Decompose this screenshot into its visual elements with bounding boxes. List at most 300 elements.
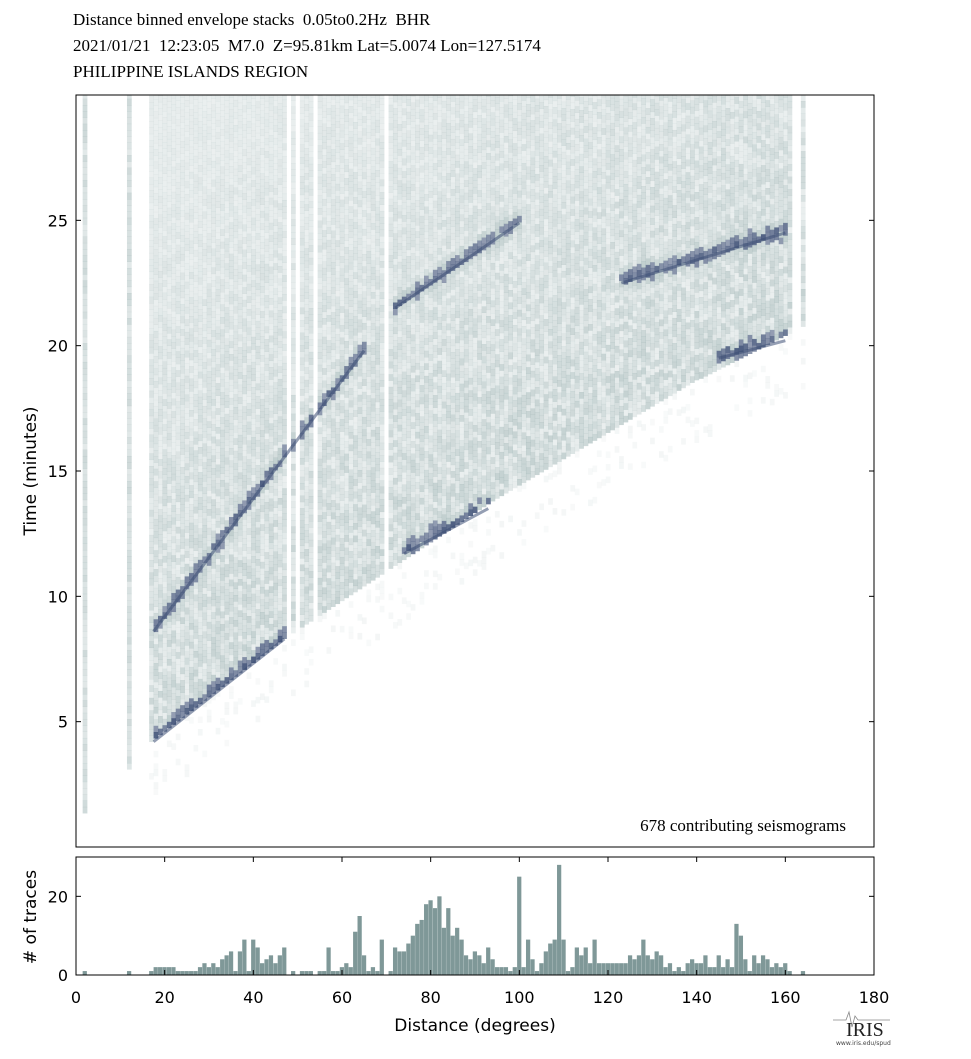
- heatmap-cell: [242, 482, 247, 489]
- heatmap-cell: [149, 96, 154, 103]
- heatmap-cell: [278, 279, 283, 286]
- heatmap-cell: [375, 277, 380, 284]
- heatmap-cell: [358, 251, 363, 258]
- heatmap-cell: [282, 225, 287, 232]
- heatmap-cell: [300, 207, 305, 214]
- heatmap-cell: [198, 591, 203, 598]
- heatmap-cell: [380, 349, 385, 356]
- heatmap-cell: [229, 103, 234, 110]
- heatmap-cell: [149, 316, 154, 323]
- heatmap-cell: [260, 104, 265, 111]
- heatmap-cell: [185, 244, 190, 251]
- heatmap-cell: [358, 132, 363, 139]
- heatmap-cell: [207, 215, 212, 222]
- heatmap-cell: [375, 120, 380, 127]
- heatmap-cell: [291, 426, 296, 433]
- heatmap-cell: [154, 137, 159, 144]
- heatmap-cell: [362, 267, 367, 274]
- heatmap-cell: [180, 392, 185, 399]
- heatmap-cell: [198, 629, 203, 636]
- heatmap-cell: [171, 493, 176, 500]
- heatmap-cell: [207, 678, 212, 685]
- heatmap-cell: [229, 110, 234, 117]
- heatmap-cell: [198, 666, 203, 673]
- heatmap-cell: [397, 619, 402, 626]
- heatmap-cell: [171, 173, 176, 180]
- heatmap-cell: [366, 289, 371, 296]
- heatmap-cell: [397, 506, 402, 513]
- heatmap-cell: [185, 319, 190, 326]
- heatmap-cell: [304, 110, 309, 117]
- heatmap-cell: [162, 512, 167, 519]
- heatmap-cell: [158, 453, 163, 460]
- heatmap-cell: [278, 304, 283, 311]
- heatmap-cell: [167, 220, 172, 227]
- heatmap-cell: [149, 403, 154, 410]
- heatmap-cell: [331, 525, 336, 532]
- heatmap-cell: [353, 141, 358, 148]
- heatmap-cell: [154, 268, 159, 275]
- heatmap-cell: [273, 332, 278, 339]
- heatmap-cell: [220, 411, 225, 418]
- heatmap-cell: [291, 226, 296, 233]
- heatmap-cell: [344, 216, 349, 223]
- heatmap-cell: [375, 251, 380, 258]
- heatmap-cell: [167, 653, 172, 660]
- heatmap-cell: [260, 274, 265, 281]
- heatmap-cell: [291, 345, 296, 352]
- heatmap-cell: [300, 295, 305, 302]
- heatmap-cell: [304, 392, 309, 399]
- heatmap-cell: [371, 254, 376, 261]
- heatmap-cell: [193, 476, 198, 483]
- heatmap-cell: [273, 144, 278, 151]
- heatmap-cell: [358, 213, 363, 220]
- heatmap-cell: [358, 526, 363, 533]
- heatmap-cell: [322, 437, 327, 444]
- heatmap-cell: [127, 682, 132, 689]
- heatmap-cell: [389, 506, 394, 513]
- heatmap-cell: [229, 454, 234, 461]
- heatmap-cell: [389, 487, 394, 494]
- heatmap-cell: [83, 356, 88, 363]
- heatmap-cell: [304, 587, 309, 594]
- heatmap-cell: [326, 252, 331, 259]
- heatmap-cell: [198, 597, 203, 604]
- heatmap-cell: [162, 286, 167, 293]
- heatmap-cell: [264, 120, 269, 127]
- heatmap-cell: [304, 374, 309, 381]
- heatmap-cell: [207, 127, 212, 134]
- heatmap-cell: [171, 593, 176, 600]
- heatmap-cell: [167, 715, 172, 722]
- heatmap-cell: [282, 238, 287, 245]
- heatmap-cell: [202, 237, 207, 244]
- heatmap-cell: [127, 262, 132, 269]
- heatmap-cell: [340, 507, 345, 514]
- heatmap-cell: [154, 105, 159, 112]
- heatmap-cell: [149, 660, 154, 667]
- heatmap-cell: [238, 347, 243, 354]
- heatmap-cell: [335, 96, 340, 103]
- heatmap-cell: [278, 492, 283, 499]
- heatmap-cell: [211, 462, 216, 469]
- heatmap-cell: [260, 230, 265, 237]
- heatmap-cell: [322, 268, 327, 275]
- heatmap-cell: [220, 311, 225, 318]
- heatmap-cell: [300, 439, 305, 446]
- heatmap-cell: [127, 274, 132, 281]
- heatmap-cell: [322, 124, 327, 131]
- heatmap-cell: [349, 175, 354, 182]
- heatmap-cell: [229, 580, 234, 587]
- heatmap-cell: [375, 477, 380, 484]
- heatmap-cell: [366, 571, 371, 578]
- heatmap-cell: [149, 178, 154, 185]
- heatmap-cell: [180, 605, 185, 612]
- heatmap-cell: [309, 245, 314, 252]
- heatmap-cell: [193, 513, 198, 520]
- heatmap-cell: [171, 167, 176, 174]
- heatmap-cell: [189, 354, 194, 361]
- heatmap-cell: [366, 282, 371, 289]
- heatmap-cell: [340, 482, 345, 489]
- heatmap-cell: [362, 323, 367, 330]
- heatmap-cell: [189, 654, 194, 661]
- heatmap-cell: [149, 222, 154, 229]
- heatmap-cell: [256, 346, 261, 353]
- heatmap-cell: [335, 247, 340, 254]
- heatmap-cell: [207, 390, 212, 397]
- heatmap-cell: [149, 153, 154, 160]
- heatmap-cell: [349, 112, 354, 119]
- heatmap-cell: [211, 311, 216, 318]
- heatmap-cell: [380, 499, 385, 506]
- heatmap-cell: [335, 272, 340, 279]
- heatmap-cell: [83, 794, 88, 801]
- heatmap-cell: [167, 314, 172, 321]
- heatmap-cell: [264, 502, 269, 509]
- heatmap-cell: [162, 205, 167, 212]
- heatmap-cell: [211, 174, 216, 181]
- heatmap-cell: [202, 393, 207, 400]
- heatmap-cell: [158, 678, 163, 685]
- heatmap-cell: [176, 464, 181, 471]
- heatmap-cell: [349, 257, 354, 264]
- heatmap-cell: [331, 563, 336, 570]
- heatmap-cell: [304, 562, 309, 569]
- heatmap-cell: [353, 178, 358, 185]
- heatmap-cell: [371, 555, 376, 562]
- heatmap-cell: [331, 350, 336, 357]
- heatmap-cell: [149, 497, 154, 504]
- heatmap-cell: [362, 104, 367, 111]
- heatmap-cell: [229, 248, 234, 255]
- heatmap-cell: [371, 373, 376, 380]
- heatmap-cell: [326, 647, 331, 654]
- heatmap-cell: [291, 357, 296, 364]
- heatmap-cell: [371, 424, 376, 431]
- heatmap-cell: [260, 305, 265, 312]
- heatmap-cell: [318, 108, 323, 115]
- heatmap-cell: [300, 496, 305, 503]
- heatmap-cell: [349, 181, 354, 188]
- heatmap-cell: [162, 368, 167, 375]
- heatmap-cell: [300, 552, 305, 559]
- heatmap-cell: [225, 113, 230, 120]
- heatmap-cell: [216, 158, 221, 165]
- heatmap-cell: [309, 339, 314, 346]
- heatmap-cell: [389, 612, 394, 619]
- heatmap-cell: [83, 186, 88, 193]
- heatmap-cell: [233, 539, 238, 546]
- heatmap-cell: [331, 275, 336, 282]
- heatmap-cell: [353, 166, 358, 173]
- heatmap-cell: [127, 249, 132, 256]
- heatmap-cell: [185, 695, 190, 702]
- heatmap-cell: [229, 492, 234, 499]
- heatmap-cell: [380, 355, 385, 362]
- heatmap-cell: [282, 595, 287, 602]
- heatmap-cell: [393, 265, 398, 272]
- heatmap-cell: [198, 535, 203, 542]
- heatmap-cell: [393, 108, 398, 115]
- heatmap-cell: [233, 608, 238, 615]
- heatmap-cell: [340, 131, 345, 138]
- heatmap-cell: [282, 175, 287, 182]
- heatmap-cell: [158, 484, 163, 491]
- heatmap-cell: [127, 255, 132, 262]
- heatmap-cell: [318, 434, 323, 441]
- heatmap-cell: [366, 232, 371, 239]
- heatmap-cell: [331, 406, 336, 413]
- heatmap-cell: [393, 271, 398, 278]
- heatmap-cell: [304, 411, 309, 418]
- heatmap-cell: [127, 293, 132, 300]
- heatmap-cell: [349, 520, 354, 527]
- heatmap-cell: [273, 263, 278, 270]
- heatmap-cell: [162, 362, 167, 369]
- heatmap-cell: [304, 298, 309, 305]
- heatmap-cell: [154, 544, 159, 551]
- heatmap-cell: [264, 276, 269, 283]
- heatmap-cell: [83, 249, 88, 256]
- heatmap-cell: [189, 366, 194, 373]
- heatmap-cell: [198, 228, 203, 235]
- heatmap-cell: [322, 456, 327, 463]
- heatmap-cell: [335, 560, 340, 567]
- heatmap-cell: [366, 364, 371, 371]
- heatmap-cell: [380, 411, 385, 418]
- heatmap-cell: [309, 220, 314, 227]
- heatmap-cell: [344, 203, 349, 210]
- heatmap-cell: [251, 556, 256, 563]
- heatmap-cell: [282, 250, 287, 257]
- heatmap-cell: [251, 349, 256, 356]
- heatmap-cell: [207, 327, 212, 334]
- heatmap-cell: [220, 198, 225, 205]
- heatmap-cell: [344, 422, 349, 429]
- heatmap-cell: [349, 206, 354, 213]
- heatmap-cell: [225, 470, 230, 477]
- heatmap-cell: [176, 326, 181, 333]
- heatmap-cell: [366, 201, 371, 208]
- heatmap-cell: [233, 294, 238, 301]
- heatmap-cell: [229, 398, 234, 405]
- heatmap-cell: [353, 291, 358, 298]
- heatmap-cell: [149, 366, 154, 373]
- heatmap-cell: [260, 606, 265, 613]
- heatmap-cell: [358, 163, 363, 170]
- heatmap-cell: [273, 113, 278, 120]
- heatmap-cell: [247, 347, 252, 354]
- heatmap-cell: [375, 183, 380, 190]
- heatmap-cell: [198, 96, 203, 103]
- heatmap-cell: [185, 526, 190, 533]
- heatmap-cell: [154, 281, 159, 288]
- heatmap-cell: [393, 139, 398, 146]
- heatmap-cell: [375, 352, 380, 359]
- heatmap-cell: [326, 215, 331, 222]
- heatmap-cell: [211, 249, 216, 256]
- heatmap-cell: [282, 294, 287, 301]
- heatmap-cell: [238, 184, 243, 191]
- heatmap-cell: [220, 655, 225, 662]
- heatmap-cell: [225, 483, 230, 490]
- heatmap-cell: [127, 443, 132, 450]
- heatmap-cell: [167, 621, 172, 628]
- heatmap-cell: [322, 537, 327, 544]
- heatmap-cell: [193, 582, 198, 589]
- heatmap-cell: [309, 371, 314, 378]
- heatmap-cell: [185, 232, 190, 239]
- heatmap-cell: [278, 260, 283, 267]
- heatmap-cell: [362, 260, 367, 267]
- heatmap-cell: [349, 263, 354, 270]
- heatmap-cell: [309, 302, 314, 309]
- heatmap-cell: [211, 474, 216, 481]
- heatmap-cell: [393, 158, 398, 165]
- heatmap-cell: [340, 325, 345, 332]
- heatmap-cell: [393, 515, 398, 522]
- heatmap-cell: [362, 361, 367, 368]
- heatmap-cell: [211, 268, 216, 275]
- heatmap-cell: [247, 528, 252, 535]
- heatmap-cell: [260, 155, 265, 162]
- heatmap-cell: [326, 146, 331, 153]
- heatmap-cell: [176, 383, 181, 390]
- heatmap-cell: [198, 209, 203, 216]
- heatmap-cell: [229, 555, 234, 562]
- heatmap-cell: [127, 656, 132, 663]
- heatmap-cell: [300, 596, 305, 603]
- heatmap-cell: [198, 378, 203, 385]
- heatmap-cell: [397, 412, 402, 419]
- heatmap-cell: [273, 389, 278, 396]
- heatmap-cell: [309, 471, 314, 478]
- heatmap-cell: [83, 118, 88, 125]
- heatmap-cell: [256, 321, 261, 328]
- heatmap-cell: [149, 435, 154, 442]
- heatmap-cell: [393, 559, 398, 566]
- heatmap-cell: [154, 782, 159, 789]
- heatmap-cell: [264, 258, 269, 265]
- heatmap-cell: [158, 271, 163, 278]
- heatmap-cell: [282, 607, 287, 614]
- heatmap-cell: [309, 490, 314, 497]
- heatmap-cell: [158, 114, 163, 121]
- heatmap-cell: [247, 591, 252, 598]
- heatmap-cell: [162, 424, 167, 431]
- heatmap-cell: [158, 359, 163, 366]
- heatmap-cell: [154, 531, 159, 538]
- heatmap-cell: [180, 348, 185, 355]
- heatmap-cell: [162, 713, 167, 720]
- heatmap-cell: [185, 157, 190, 164]
- heatmap-cell: [154, 682, 159, 689]
- heatmap-cell: [238, 460, 243, 467]
- heatmap-cell: [83, 331, 88, 338]
- heatmap-cell: [300, 157, 305, 164]
- heatmap-cell: [216, 527, 221, 534]
- heatmap-cell: [171, 361, 176, 368]
- heatmap-cell: [273, 150, 278, 157]
- heatmap-cell: [180, 342, 185, 349]
- heatmap-cell: [318, 384, 323, 391]
- heatmap-cell: [167, 440, 172, 447]
- heatmap-cell: [229, 154, 234, 161]
- heatmap-cell: [216, 402, 221, 409]
- heatmap-cell: [185, 445, 190, 452]
- heatmap-cell: [238, 266, 243, 273]
- heatmap-cell: [349, 401, 354, 408]
- heatmap-cell: [326, 127, 331, 134]
- heatmap-cell: [340, 444, 345, 451]
- heatmap-cell: [193, 331, 198, 338]
- heatmap-cell: [242, 488, 247, 495]
- heatmap-cell: [162, 443, 167, 450]
- heatmap-cell: [167, 170, 172, 177]
- heatmap-cell: [366, 295, 371, 302]
- heatmap-cell: [309, 408, 314, 415]
- heatmap-cell: [176, 502, 181, 509]
- heatmap-cell: [247, 290, 252, 297]
- heatmap-cell: [149, 453, 154, 460]
- heatmap-cell: [282, 551, 287, 558]
- heatmap-cell: [362, 273, 367, 280]
- heatmap-cell: [389, 443, 394, 450]
- heatmap-cell: [247, 453, 252, 460]
- heatmap-cell: [242, 375, 247, 382]
- heatmap-cell: [171, 555, 176, 562]
- heatmap-cell: [331, 105, 336, 112]
- heatmap-cell: [344, 322, 349, 329]
- heatmap-cell: [389, 117, 394, 124]
- heatmap-cell: [83, 255, 88, 262]
- heatmap-cell: [371, 185, 376, 192]
- heatmap-cell: [340, 162, 345, 169]
- heatmap-cell: [247, 459, 252, 466]
- heatmap-cell: [304, 380, 309, 387]
- heatmap-cell: [300, 621, 305, 628]
- heatmap-cell: [371, 392, 376, 399]
- heatmap-cell: [278, 366, 283, 373]
- heatmap-cell: [198, 234, 203, 241]
- heatmap-cell: [220, 580, 225, 587]
- heatmap-cell: [83, 268, 88, 275]
- heatmap-cell: [229, 649, 234, 656]
- heatmap-cell: [127, 393, 132, 400]
